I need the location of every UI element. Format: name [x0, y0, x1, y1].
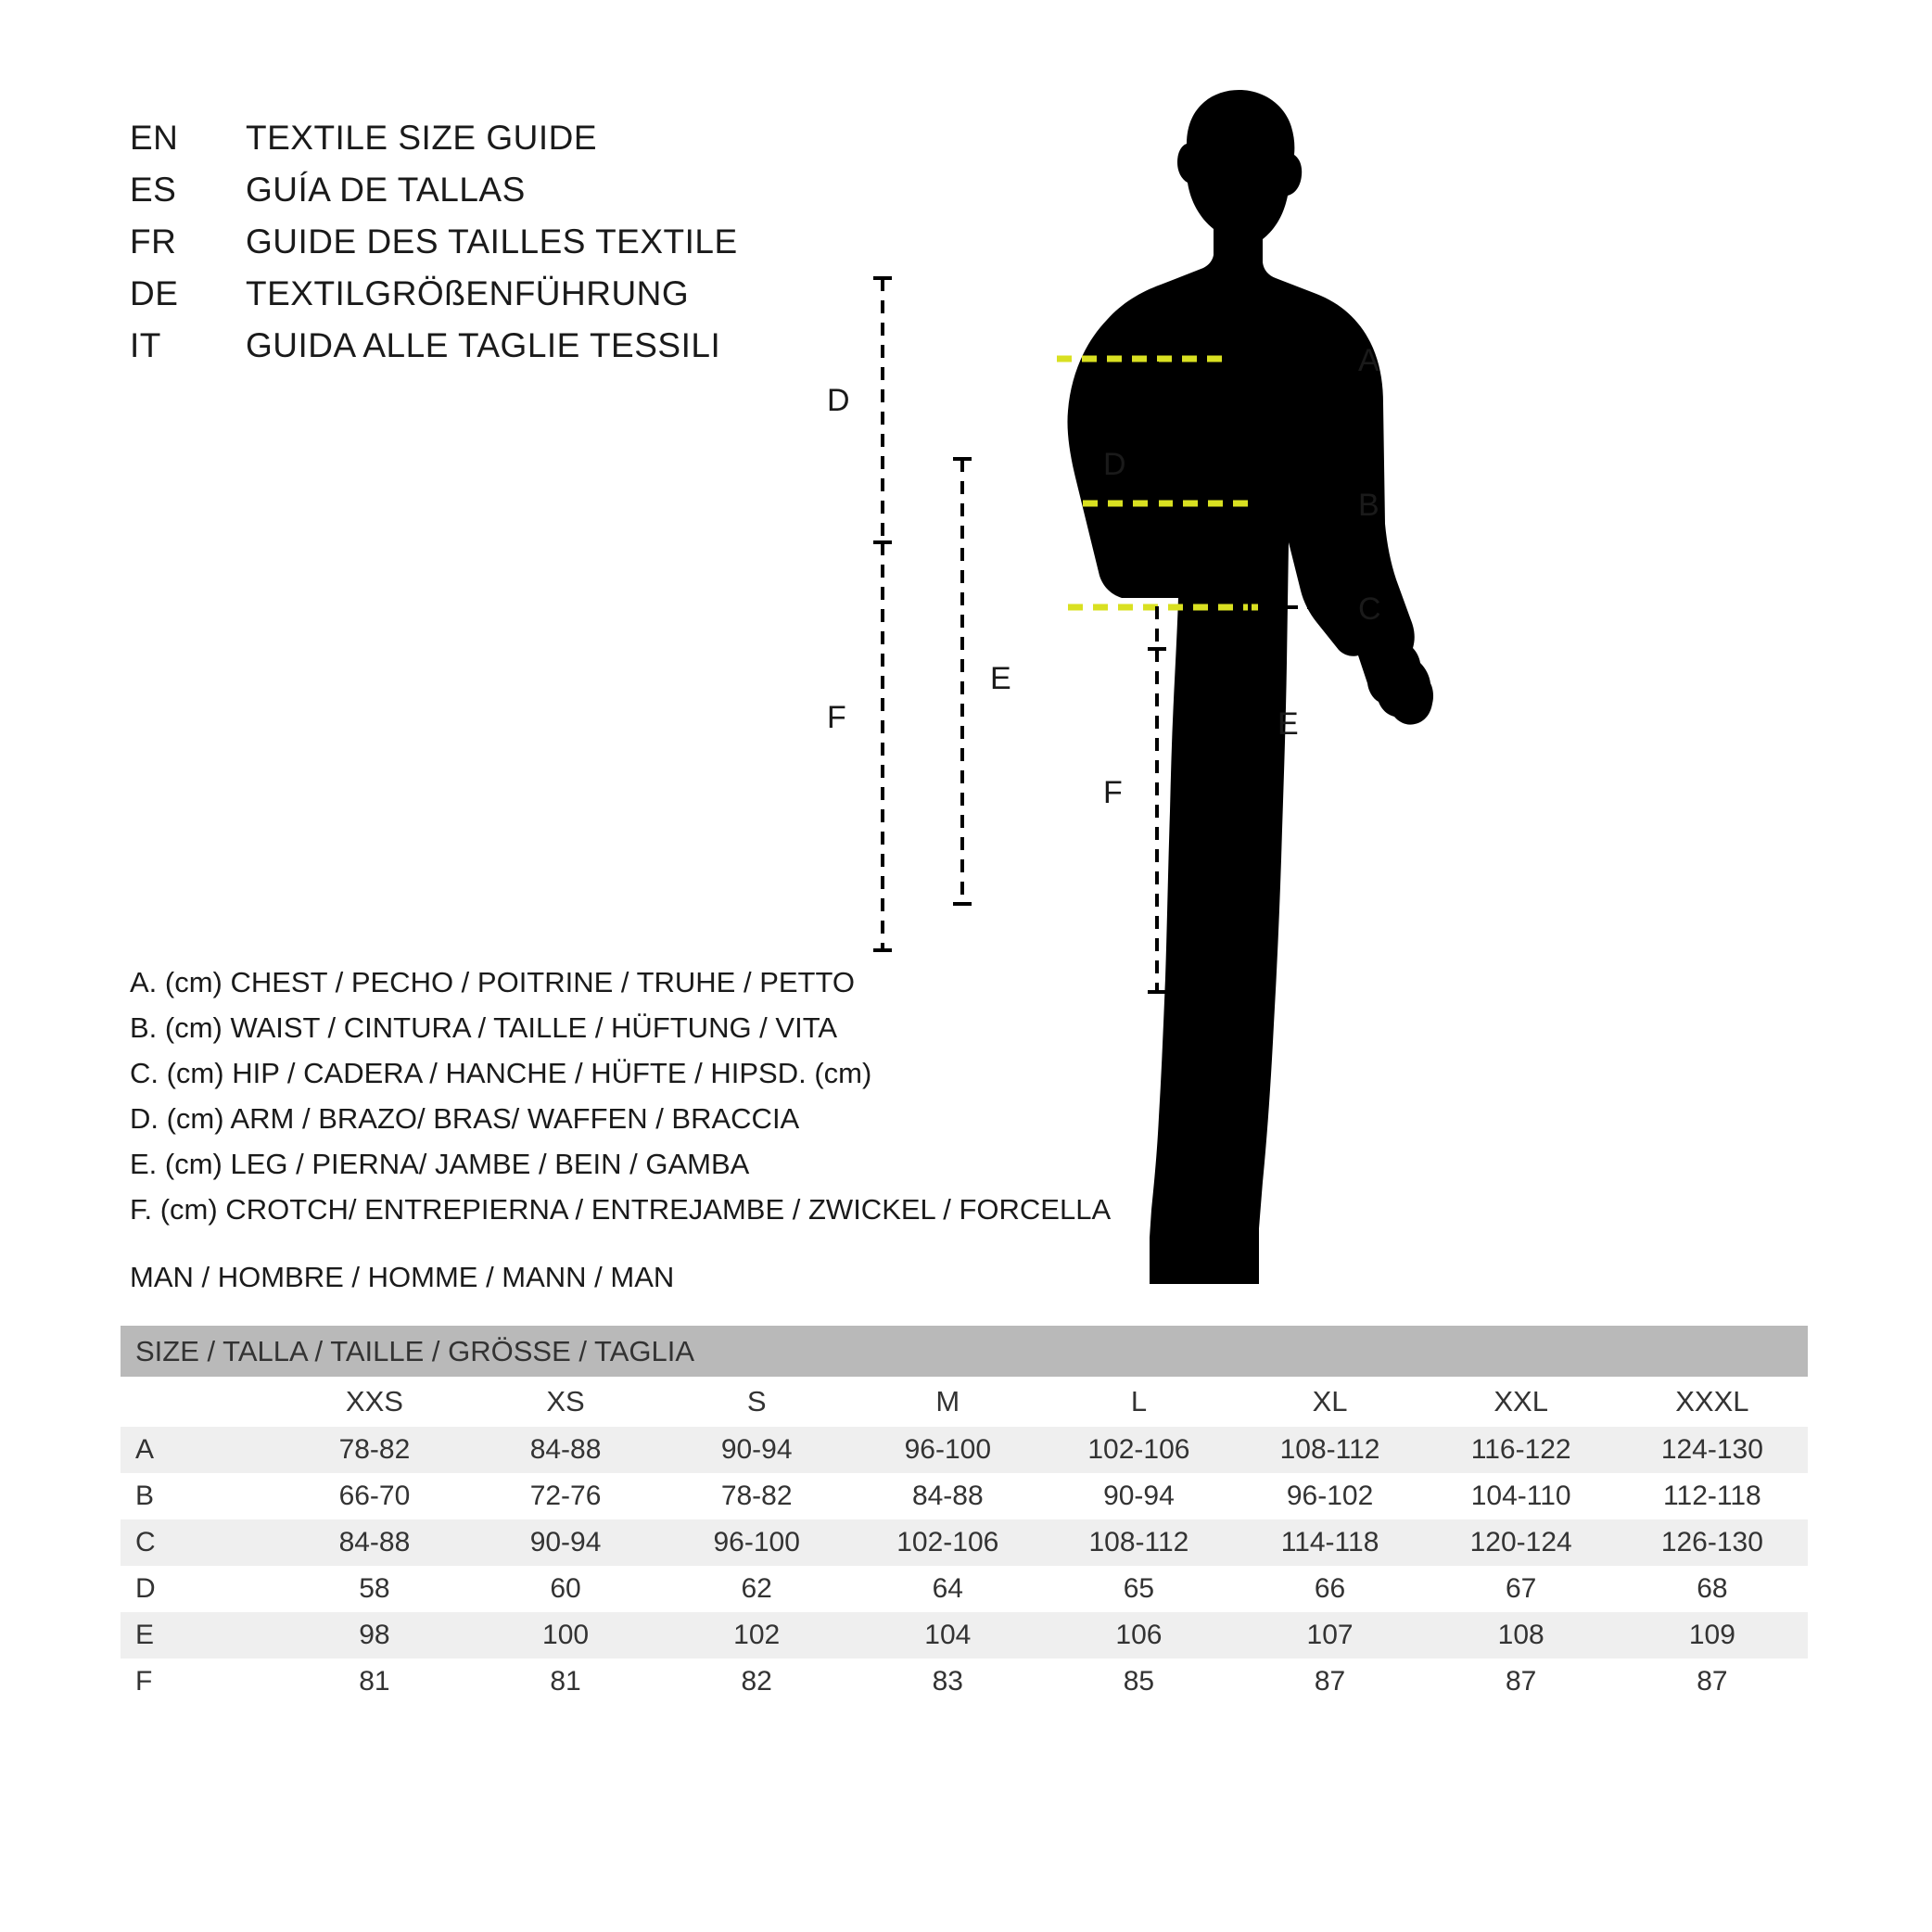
cell-a-xxxl: 124-130 [1617, 1427, 1808, 1473]
cell-f-l: 85 [1043, 1659, 1234, 1705]
table-row [121, 1473, 1808, 1519]
title-row [130, 274, 964, 326]
label-b: B [1358, 488, 1379, 523]
table-header-xxl: XXL [1426, 1377, 1617, 1427]
title-lang-es: ES [130, 171, 177, 209]
table-header-s: S [661, 1377, 852, 1427]
label-e: E [1277, 706, 1299, 742]
title-text-de: TEXTILGRÖßENFÜHRUNG [246, 274, 690, 312]
label-f: F [1103, 775, 1123, 810]
cell-c-xl: 114-118 [1235, 1519, 1426, 1566]
gender-label: MAN / HOMBRE / HOMME / MANN / MAN [130, 1261, 675, 1293]
label-f: F [827, 700, 846, 735]
legend-item-c: C. (cm) HIP / CADERA / HANCHE / HÜFTE / HIPSD. (cm) [130, 1057, 872, 1089]
cell-b-xxxl: 112-118 [1617, 1473, 1808, 1519]
cell-b-l: 90-94 [1043, 1473, 1234, 1519]
table-header-m: M [852, 1377, 1043, 1427]
cell-e-xs: 100 [470, 1612, 661, 1659]
cell-c-s: 96-100 [661, 1519, 852, 1566]
cell-f-xxl: 87 [1426, 1659, 1617, 1705]
table-row [121, 1659, 1808, 1705]
cell-d-s: 62 [661, 1566, 852, 1612]
cell-a-xxl: 116-122 [1426, 1427, 1617, 1473]
legend-item-b: B. (cm) WAIST / CINTURA / TAILLE / HÜFTUNG / VITA [130, 1011, 838, 1044]
legend-item-e: E. (cm) LEG / PIERNA/ JAMBE / BEIN / GAMBA [130, 1148, 750, 1180]
table-row [121, 1427, 1808, 1473]
table-header-xl: XL [1235, 1377, 1426, 1427]
table-header-blank [121, 1377, 279, 1427]
cell-e-xxs: 98 [279, 1612, 470, 1659]
cell-b-s: 78-82 [661, 1473, 852, 1519]
cell-c-m: 102-106 [852, 1519, 1043, 1566]
cell-c-xxxl: 126-130 [1617, 1519, 1808, 1566]
cell-e-xxxl: 109 [1617, 1612, 1808, 1659]
cell-b-xl: 96-102 [1235, 1473, 1426, 1519]
cell-d-xxxl: 68 [1617, 1566, 1808, 1612]
row-key-e: E [121, 1612, 279, 1659]
cell-e-l: 106 [1043, 1612, 1234, 1659]
row-key-a: A [121, 1427, 279, 1473]
legend-item-f: F. (cm) CROTCH/ ENTREPIERNA / ENTREJAMBE / ZWICKEL / FORCELLA [130, 1193, 1112, 1226]
cell-c-l: 108-112 [1043, 1519, 1234, 1566]
measurement-brackets [1057, 278, 1446, 1298]
title-row [130, 222, 964, 274]
row-key-b: B [121, 1473, 279, 1519]
title-text-fr: GUIDE DES TAILLES TEXTILE [246, 222, 738, 261]
label-e: E [990, 661, 1011, 696]
label-d: D [1103, 447, 1126, 482]
cell-b-xxs: 66-70 [279, 1473, 470, 1519]
cell-c-xxl: 120-124 [1426, 1519, 1617, 1566]
table-header-xs: XS [470, 1377, 661, 1427]
title-row [130, 119, 964, 171]
table-banner-label: SIZE / TALLA / TAILLE / GRÖSSE / TAGLIA [121, 1326, 1808, 1377]
table-row [121, 1566, 1808, 1612]
title-text-es: GUÍA DE TALLAS [246, 171, 526, 209]
cell-c-xs: 90-94 [470, 1519, 661, 1566]
cell-e-m: 104 [852, 1612, 1043, 1659]
size-guide-title-block [130, 119, 964, 378]
legend-item-a: A. (cm) CHEST / PECHO / POITRINE / TRUHE / PETTO [130, 966, 855, 998]
table-banner-row [121, 1326, 1808, 1377]
table-header-xxxl: XXXL [1617, 1377, 1808, 1427]
cell-f-xxs: 81 [279, 1659, 470, 1705]
legend-item-d: D. (cm) ARM / BRAZO/ BRAS/ WAFFEN / BRACCIA [130, 1102, 800, 1135]
table-header-l: L [1043, 1377, 1234, 1427]
title-row [130, 326, 964, 378]
cell-d-xs: 60 [470, 1566, 661, 1612]
title-text-en: TEXTILE SIZE GUIDE [246, 119, 598, 157]
label-c: C [1358, 591, 1381, 627]
cell-a-xxs: 78-82 [279, 1427, 470, 1473]
table-header-xxs: XXS [279, 1377, 470, 1427]
cell-b-xs: 72-76 [470, 1473, 661, 1519]
cell-e-xxl: 108 [1426, 1612, 1617, 1659]
cell-d-xxl: 67 [1426, 1566, 1617, 1612]
cell-a-xs: 84-88 [470, 1427, 661, 1473]
label-d: D [827, 383, 850, 418]
row-key-f: F [121, 1659, 279, 1705]
cell-d-xxs: 58 [279, 1566, 470, 1612]
cell-d-xl: 66 [1235, 1566, 1426, 1612]
cell-a-l: 102-106 [1043, 1427, 1234, 1473]
label-a: A [1358, 343, 1379, 378]
cell-e-xl: 107 [1235, 1612, 1426, 1659]
cell-a-xl: 108-112 [1235, 1427, 1426, 1473]
size-table [121, 1326, 1808, 1705]
title-text-it: GUIDA ALLE TAGLIE TESSILI [246, 326, 721, 364]
title-lang-en: EN [130, 119, 179, 157]
cell-f-s: 82 [661, 1659, 852, 1705]
title-lang-it: IT [130, 326, 161, 364]
cell-d-m: 64 [852, 1566, 1043, 1612]
cell-d-l: 65 [1043, 1566, 1234, 1612]
cell-f-xl: 87 [1235, 1659, 1426, 1705]
cell-a-m: 96-100 [852, 1427, 1043, 1473]
table-row [121, 1519, 1808, 1566]
cell-b-m: 84-88 [852, 1473, 1043, 1519]
row-key-c: C [121, 1519, 279, 1566]
table-row [121, 1612, 1808, 1659]
cell-c-xxs: 84-88 [279, 1519, 470, 1566]
cell-f-m: 83 [852, 1659, 1043, 1705]
title-row [130, 171, 964, 222]
title-lang-fr: FR [130, 222, 177, 261]
table-header-row [121, 1377, 1808, 1427]
title-lang-de: DE [130, 274, 179, 312]
cell-f-xs: 81 [470, 1659, 661, 1705]
cell-a-s: 90-94 [661, 1427, 852, 1473]
row-key-d: D [121, 1566, 279, 1612]
cell-f-xxxl: 87 [1617, 1659, 1808, 1705]
cell-b-xxl: 104-110 [1426, 1473, 1617, 1519]
cell-e-s: 102 [661, 1612, 852, 1659]
